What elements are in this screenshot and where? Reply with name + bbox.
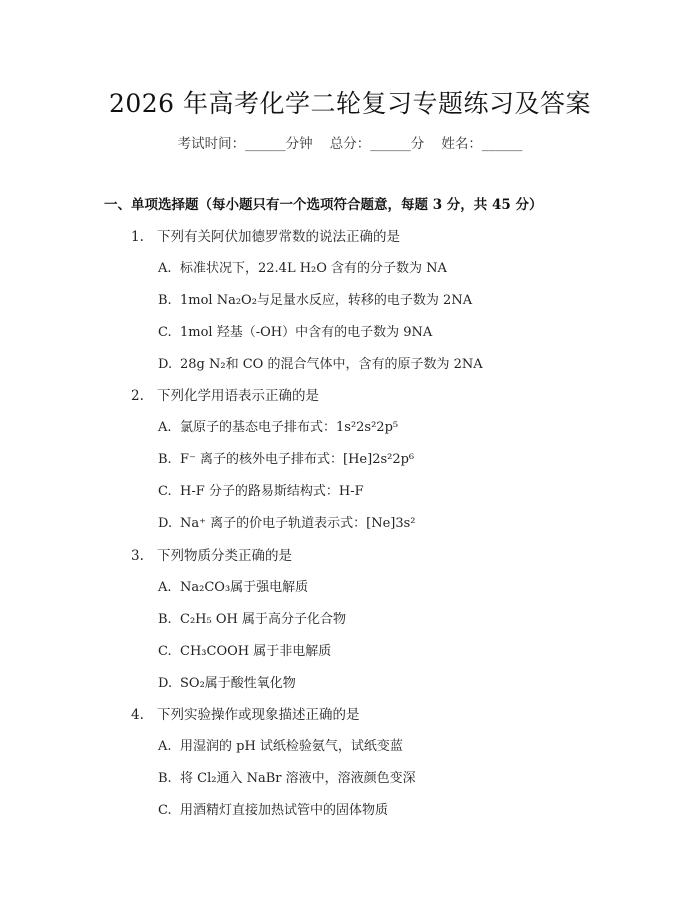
- option-text: 28g N₂和 CO 的混合气体中，含有的原子数为 2NA: [180, 357, 483, 372]
- option-1a: [158, 257, 447, 276]
- option-1c: [158, 321, 432, 340]
- section-heading: 一、单项选择题（每小题只有一个选项符合题意，每题 3 分，共 45 分）: [104, 197, 543, 213]
- question-4: [131, 703, 360, 723]
- question-number: 1.: [131, 229, 144, 245]
- option-2a: [158, 416, 398, 435]
- option-2b: [158, 448, 414, 467]
- option-2d: [158, 512, 416, 531]
- option-text: 用湿润的 pH 试纸检验氨气，试纸变蓝: [180, 739, 403, 754]
- option-text: 1mol 羟基（-OH）中含有的电子数为 9NA: [180, 325, 433, 340]
- question-text: 下列物质分类正确的是: [157, 548, 292, 564]
- option-text: Na₂CO₃属于强电解质: [180, 580, 309, 595]
- option-text: 氯原子的基态电子排布式：1s²2s²2p⁵: [180, 420, 399, 435]
- option-label: A.: [158, 580, 172, 595]
- option-text: CH₃COOH 属于非电解质: [180, 644, 332, 659]
- option-label: C.: [158, 325, 172, 340]
- option-2c: [158, 480, 364, 499]
- option-3d: [158, 672, 296, 691]
- option-text: 标准状况下，22.4L H₂O 含有的分子数为 NA: [180, 261, 447, 276]
- option-label: C.: [158, 484, 172, 499]
- question-text: 下列有关阿伏加德罗常数的说法正确的是: [157, 229, 400, 245]
- question-number: 2.: [131, 388, 144, 404]
- option-4b: [158, 767, 416, 786]
- option-label: A.: [158, 261, 172, 276]
- option-text: C₂H₅ OH 属于高分子化合物: [180, 612, 346, 627]
- option-1d: [158, 353, 483, 372]
- option-text: Na⁺ 离子的价电子轨道表示式：[Ne]3s²: [180, 516, 416, 531]
- option-label: D.: [158, 357, 173, 372]
- question-2: [131, 384, 319, 404]
- question-3: [131, 544, 292, 564]
- option-text: 用酒精灯直接加热试管中的固体物质: [180, 803, 389, 818]
- option-4a: [158, 735, 403, 754]
- option-label: A.: [158, 420, 172, 435]
- option-label: A.: [158, 739, 172, 754]
- option-label: D.: [158, 516, 173, 531]
- option-label: B.: [158, 293, 172, 308]
- option-label: B.: [158, 771, 172, 786]
- option-label: C.: [158, 644, 172, 659]
- option-4c: [158, 799, 388, 818]
- option-label: C.: [158, 803, 172, 818]
- option-1b: [158, 289, 472, 308]
- question-text: 下列化学用语表示正确的是: [157, 388, 319, 404]
- option-label: B.: [158, 452, 172, 467]
- option-label: B.: [158, 612, 172, 627]
- question-number: 4.: [131, 707, 144, 723]
- page-title: 2026 年高考化学二轮复习专题练习及答案: [108, 89, 592, 118]
- option-label: D.: [158, 676, 173, 691]
- option-text: H-F 分子的路易斯结构式：H-F: [180, 484, 364, 499]
- option-text: F⁻ 离子的核外电子排布式：[He]2s²2p⁶: [180, 452, 415, 467]
- option-text: 将 Cl₂通入 NaBr 溶液中，溶液颜色变深: [180, 771, 416, 786]
- option-3a: [158, 576, 308, 595]
- question-1: [131, 225, 400, 245]
- question-number: 3.: [131, 548, 144, 564]
- option-text: 1mol Na₂O₂与足量水反应，转移的电子数为 2NA: [180, 293, 473, 308]
- question-text: 下列实验操作或现象描述正确的是: [157, 707, 360, 723]
- option-3b: [158, 608, 346, 627]
- exam-info-line: 考试时间：______分钟 总分：______分 姓名：______: [177, 136, 523, 152]
- option-3c: [158, 640, 331, 659]
- option-text: SO₂属于酸性氧化物: [180, 676, 296, 691]
